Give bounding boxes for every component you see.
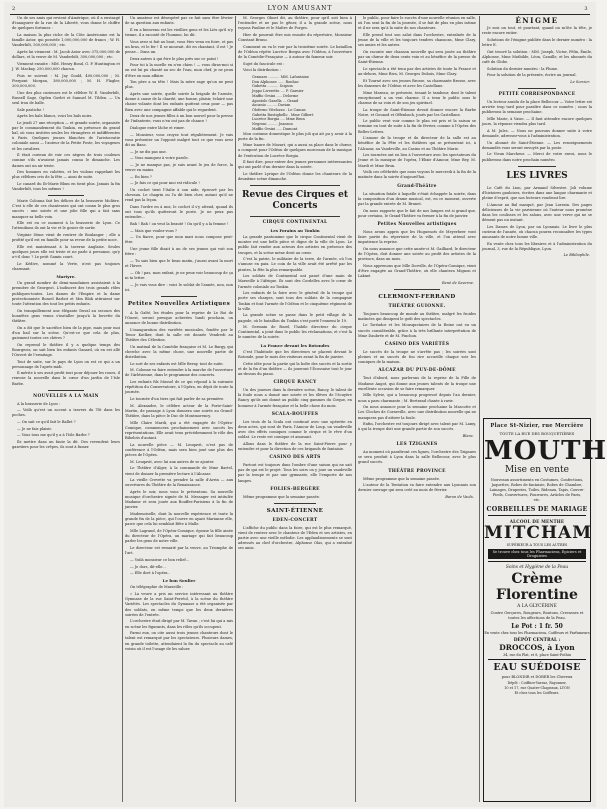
paragraph: Solution du dernier numéro : la Plume. [487, 66, 559, 71]
paragraph: Mlle Lagrand, de l'Opéra-Comique, épouse la fille ainée du directeur de l'Opéra, un mariage qui fait beaucoup parler les gens de notre ville. [125, 529, 233, 544]
ad-corbeilles: CORBEILLES DE MARIAGE [486, 506, 588, 513]
paragraph: Un grand nombre de demi-mondaines assistaient à la première de Georgeot. L'indiscret des trois grands rôles publiques-toutes. Les dames de l'Empire et la dame protectionniste Bussel Barbot et Mm Blok attiraient sur toute l'attention des tout les petits enfants. [12, 281, 120, 306]
ad-address-line: 10 et 17, rue Quatre-Chapeaux, LYON [504, 686, 570, 690]
paragraph: Les tournées ont eu lieu à l'ouverture avec les spectateurs du Jeune et la musique de l'opéra, l'Elixir d'Amour, Mme Bey, M. Mardi et Mme Brun. [358, 153, 476, 168]
paragraph: Les Dames de Lyon, par un Lyonnais. Le livre le plus curieux de l'année, où chacun pourra reconnaître les types amusants de notre bonne ville. [482, 224, 592, 239]
paragraph: En vente chez tous les libraires et à l'administration du journal, 3, rue de la République, Lyon. [482, 241, 592, 251]
column-divider [355, 16, 356, 802]
signature: Baron de Vaulx. [445, 495, 474, 500]
section-heading: PETITE CORRESPONDANCE [498, 92, 576, 98]
paragraph: C'est la patrie, le militaire de la terre, de l'armée, où l'on s'amuse en paix. Le coin de la ville avait été arrêté par les pirates, la fête la plus remarquable. [238, 257, 352, 272]
ad-price: Le Pot : 1 fr. 50 [511, 623, 563, 630]
paragraph: — Voilà monsieur ce bon relief... [130, 557, 190, 562]
ad-mise-en-vente: Mise en vente [504, 465, 570, 475]
ad-brand-eau-suedoise: EAU SUÉDOISE [493, 662, 581, 673]
paragraph: Mlle Sylvie, qui a beaucoup progressé depuis l'an dernier, nous a paru charmante ; M. Bertrand chante à ravir. [358, 393, 476, 403]
paragraph: Le public veut voir comme le plan est pris et la saison se termine en tout de suite à la fin de février, comme à l'Opéra des Belles-Lettres. [358, 119, 476, 134]
paragraph: M. Leuqavit, avec lui aux autres de se ajouter. [130, 459, 215, 464]
ad-droccos: DROCCOS, à Lyon [499, 643, 575, 652]
paragraph: Le théâtre Lyrique de l'Odéon donne les chanteurs de la deuxième scène dimanche. [238, 172, 352, 182]
paragraph: Sujet du fascicule est : [243, 61, 285, 66]
paragraph: — Elle dort à l'opéra.. [130, 571, 170, 576]
paragraph: Nous avons appris que les Huguenots de Meyerbeer vont faire partie du répertoire de la ville, et l'on attend avec impatience la reprise. [358, 229, 476, 245]
paragraph: — Je dors, dit-elle... [130, 564, 166, 569]
section-divider [48, 195, 84, 196]
paragraph: Après lui viennent : M. Jacob Astor avec 375,000,000 de dollars, et la veuve de M. Vanderbilt, 300,000,000 ; etc. [12, 49, 120, 60]
column-divider [479, 16, 480, 802]
paragraph: Après les bals blancs, voici les bals noirs. [17, 114, 93, 119]
paragraph: — Je ne manque pas, je suis avant le jeu de force, la veuve en mains. [125, 162, 233, 173]
paragraph: Après le soir, nous vous le présentons. Sa nouvelle musique d'orchestre signée de M. Messager est intitulée Madame et sera jouée aux Bouffes-Parisiens à la fin de janvier. [125, 489, 233, 510]
paragraph: Deux de nos jeunes filles à un bon nouvel pour la presse de l'infanterie, vous n'en ont pas de chance ! [125, 114, 233, 124]
page-header [4, 2, 596, 14]
cast-line: Apostolo Gazella ... Grand [252, 98, 299, 103]
paragraph: Elle est maintenant à la taverne Anglaise. Seules quelques jours elle est triste et ne parle à personne, qu'y a-t-il donc ? Le petit Gamin court. [12, 244, 120, 260]
paragraph: Mademoiselle, dont la nouvelle expérience et toute la grande fin de la pièce, qui l'ouvre en ayant Marianne elle, parce que cela lui semblait Bête à Malle. [125, 512, 233, 527]
paragraph: Une jeune fille disait à un de ses jeunes qui voit son frère : [125, 247, 233, 257]
paragraph: Il en a bienvenu est les vieillies gens et les Liés qu'il n'y tienne, il a raconté de l'homme, lui dit. [125, 27, 233, 37]
paragraph: Hier de pourrait être mis ensuite du répertoire, Monsieur Constant Bruno. [238, 32, 352, 43]
paragraph: La nouvelle pièce — M. Leuqavit, n'est pas de conférence à l'Odéon, mais sera bien joué une plus des pièces de l'Opéra. [125, 442, 233, 458]
paragraph: On tranquillement une élégante Duval au secours des honnêtes gens venus s'installer jusqu'à la buvette du théâtre. [12, 308, 120, 323]
paragraph: Je suis un tout, et pourtant, quand on m'ôte la tête, je reste encore entier. [482, 26, 592, 36]
paragraph: Enfin, l'orchestre est toujours dirigé avec talent par M. Lamy, à qui la troupe doit une grande partie de son succès. [358, 422, 476, 432]
section-title-enigme: ÉNIGME [515, 16, 559, 25]
section-heading: CASINO DES ARTS [269, 455, 321, 461]
paragraph: Le tournée d'un tiers qui fait parler de sa première. [130, 396, 225, 401]
paragraph: Pour la solution de la présente, écrire au journal. [487, 73, 577, 78]
paragraph: Dans l'ordre en à moi, le cochet il s'y attend, quand ils ont tous qu'ils quitteront le poste. Je ne peux pas entendre... [125, 205, 233, 220]
paragraph: Les trois de la Scala ont continué avec une opérette en deux actes, qui sont de Paris, l'Amour de Loup, un vaudeville avec des effets comiques comme le cirque et le rêve d'un soldat. Le reste est comique et amusant. [238, 419, 352, 440]
paragraph: Le jeudi 27 une réception — et grande soirée, organisée par le commandement du Tonkin, en présence du grand bal, où vous invitées seules les étrangères et indifférentes à Paris. Quelques jeunes blanches de l'aristocratie coloniale aussi — l'auteur de la Petite Poste, les voyageurs et les cavaliers. [12, 120, 120, 151]
column-4 [358, 16, 476, 804]
cast-list [238, 75, 352, 131]
signature: Le Bibliophile. [563, 253, 590, 258]
cast-line: Maffio Orsini ..... Delorme [252, 93, 299, 98]
paragraph: A M. Jules. — Nous ne pouvons donner suite à votre demande, adressez-vous à l'administration. [482, 128, 592, 138]
paragraph: M. Colonne va faire entendre à la marche de l'ouverture de l'Arlésienne, dans le programme des concerts. [125, 368, 233, 378]
cast-line: Negroni ......... Jeanson [252, 122, 293, 127]
paragraph: Comment on va le voir par la troisième soirée. Le bataillon de l'Odéon répète Lucrèce Borgia avec l'Odéon, à l'ouverture de la Comédie-Française — à autour du fameux soir. [238, 44, 352, 60]
paragraph: Une des plus curieuses est le célèbre W. E. Vanderbilt, Russell Sage, Ogden Goelet et Samuel M. Tilden. — Un seul trou de balle. [12, 90, 120, 105]
advertisement-block [483, 418, 607, 802]
column-3 [238, 16, 352, 804]
paragraph: Des hommes en culottes, et les violons rappelant les plus célèbres cris de la fête — ainsi de suite. [12, 170, 120, 180]
section-heading: THÉÂTRE GUIONNE. [388, 303, 446, 309]
section-heading: FOLIES-BERGÈRE [270, 486, 320, 492]
cast-line: Maffio Orsini ..... Dumont [252, 126, 298, 131]
paragraph: Voilà ces célébrités que nous voyons le mercredi à la fin de la matinée dans la soirée d'aujourd'hui. [358, 170, 476, 180]
paragraph: Les soldats de Continental ont passé d'une main de Marseille à l'Afrique. Ils sont des Cordelles avec le cœur de l'armée coloniale au Tonkin. [238, 274, 352, 289]
paragraph: L'auteur de la Tentation va faire entendre aux Lyonnais son dernier ouvrage qui sera créé au mois de février. [358, 483, 476, 493]
section-divider [48, 390, 84, 391]
cast-line: Don Alphonse ...... Ronhac [252, 79, 299, 84]
paragraph: L'affiche du public dans la foire, qui est le plus remarqué, vient de rentrer avec le chanteur de l'Eden et ses artistes, en partie avec une vieille mélodie. Les applaudissements se sont adressés au chef d'orchestre, Alphonse Olas, qui a entraîné ses amis. [238, 525, 352, 551]
cast-line: Gubetta .......... Scipion [252, 84, 293, 89]
ad-glycerine: A LA GLYCÉRINE [517, 604, 557, 609]
section-heading: CLERMONT-FERRAND [378, 293, 456, 300]
paragraph: M. Georges Ohnet dit, au théâtre, pour qu'il soit bien à l'entendre et ne pas le gêner, il a la grande scène, nous voyons Pauline et le Maître de Forges. [238, 16, 352, 31]
section-heading: ALCAZAR DU PUY-DE-DÔME [378, 368, 456, 374]
ad-banner: Se trouve chez tous les Pharmaciens, Épiciers et Droguistes [488, 549, 586, 559]
section-divider [250, 185, 340, 186]
paragraph: Virginie Sème vient de rentrer de Boulanger ; elle a profité qu'il est en famille pour sa revue de la petite noce. [12, 233, 120, 243]
section-heading: Grand-Théâtre [397, 183, 437, 189]
paragraph: Le canard du Ib-Marie Blum en tient plus. Jamais la fin Vanderbilt, tous les mêmes ! [12, 182, 120, 192]
column-1 [12, 16, 120, 804]
paragraph: On reprend le théâtre il y a quelque temps des Bourgeois, on sait bien les enfants Ganard, où en est allé l'Ouvert de l'ermitage. [12, 342, 120, 357]
paragraph: Mlle Claire Mardi, qui a été engagée de l'Opéra-Comique, commencera prochainement avec succès les représentations. Elle avait tenu précédemment le rôle des Bibelots d'autant. [125, 420, 233, 441]
paragraph: On nous annonce que cette année-ci M. Gailhard, le directeur de l'Opéra, doit donner une soirée au profit des artistes de la province, dans un mois. [358, 246, 476, 262]
paragraph: Mme Mareau, se présente, tenant le tambour, dont le talent exceptionnel a un vrai charme. Il a tenu le public sous le charme de sa voix et de son jeu spirituel. [358, 90, 476, 105]
section-heading: EDEN-CONCERT [272, 517, 318, 523]
paragraph: — Je ne dis pas une. [130, 149, 167, 154]
paragraph: Les enfants de la foire avec le général de la troupe qui porte ses charges, sont tous des soldats de la compagnie Tonkin et font l'armée de l'Odéon et le cinquième régiment de la ville. [238, 291, 352, 311]
paragraph: — Tu sais bien que le beau matin, j'aurai avant la mort et l'hiver. [125, 258, 233, 269]
ad-address-line: Dépôt : Coiffure-Varraz, Rayonner, [507, 681, 567, 685]
paragraph: Le Kédive, nommé la Verte, n'est pas toujours charmant. [12, 261, 120, 272]
section-heading: SAINT-ÉTIENNE [266, 507, 324, 514]
paragraph: La maison la plus riche de la Côte Américaine est la famille Astor, qui possède 1,000,000,000 de francs ; W. H. Vanderbilt, 500,000,000 ; etc. [12, 32, 120, 48]
section-heading: NOUVELLES A LA MAIN [33, 393, 99, 399]
ad-description: Contre Gerçures, Rougeurs, Boutons, Crevasses et toutes les affections de la Peau. [490, 611, 584, 620]
paragraph: « La veuve a pris un service intéressant au théâtre Gymnase de la rue Saint-Ferréol, à la scène du théâtre Variétés. Les spectacles du Gymnase a été organisée par des soldats, en même temps que les deux dernières soirées de l'entrée. [125, 592, 233, 617]
ad-address-line: Et chez tous les Coiffeurs. [514, 691, 560, 695]
paragraph: Même programme que la semaine passée. [243, 494, 321, 499]
paragraph: — Je ne fais plaisir. [17, 426, 52, 431]
column-5 [482, 16, 592, 416]
page-number-right: 3 [584, 6, 588, 12]
paragraph: Le succès de la troupe ne s'arrête pas ; les soirées sont pleines et un succès de fou rire accueille chaque soir les comiques de la maison. [358, 349, 476, 365]
section-heading: Le bon Soulier [162, 578, 196, 584]
paragraph: La situation fatale à laquelle s'était échappée la soirée, dans la composition d'un drame musical, est, en ce moment, ouverte par la grande entrée de M. Brunet. [358, 191, 476, 206]
ad-description: Nouveaux assortiments en Costumes, Confections, Jaquettes, Robes de fantaisie, Robes de Chambre, Lainages, Draperies, Toiles, Rideaux, Tapis, Couvre-Pieds, Couvertures, Fourrures, Articles de Paris, etc. [489, 478, 585, 502]
paragraph: Cette idée pour la partie qui la boîte des succès et la sortie et de la fin d'un théâtre — ils joueront l'Écossaise tout le jour au-dessus du piano. [238, 361, 352, 376]
paragraph: Un abonné de Saint-Étienne. — Les renseignements demandés vous seront envoyés par la poste. [482, 140, 592, 150]
section-divider [518, 88, 556, 89]
paragraph: Le sort de ses enfants est Mlle Berny, tout de suite. [130, 361, 224, 366]
paragraph: — Un fiacre, pour que mon mari nous compose peut-être. [125, 235, 233, 245]
paragraph: Nous apprenons que Mlle Dorville, de l'Opéra-Comique, vient d'être engagée au Grand-Théâtre, où elle chantera Mignon et Lakmé. [358, 263, 476, 279]
ad-depot: DÉPÔT CENTRAL : [513, 638, 561, 643]
paragraph: Toujours beaucoup de monde au théâtre, malgré les froides matinées qui dissipent le goût des spectacles. [358, 311, 476, 321]
ad-subline: TOUTE LA RUE DES BOUQUETIÈRES [499, 431, 575, 436]
section-heading: Petites Nouvelles artistiques [377, 221, 457, 227]
paragraph: Un matinal de la Comédie française et M. Le Bargy, qui cherche avec la même chose, une nouvelle partie de distribution. [125, 344, 233, 359]
paragraph: Tout d'abord, nous parlerons de la reprise de la Fille de Madame Angot, qui donne aux jeunes talents de la troupe une excellente occasion de se faire remarquer. [358, 376, 476, 391]
paragraph: C'est l'habitude que les directeurs se placent devant le Rotonde, pour le mois des visiteurs avant la fin de janvier. [238, 349, 352, 359]
paragraph: Après une soirée, quelle soirée la brigade de l'armée, donne à cause de la charité, une bonne, plaisir, éclairé une chaise volante dont les enfants quittent ceux pour — pas Bien avec une compagnie affable qui le regardent. [125, 92, 233, 112]
column-divider [235, 16, 236, 802]
paragraph: Le directeur est remarié par la veuve, au Triomphe de l'art. [125, 546, 233, 556]
section-heading: SCALA-BOUFFES [271, 411, 319, 417]
signature: Blanc. [462, 433, 474, 438]
paragraph: Vous avez si fait au bout, vous êtes venu en foire, et pas un bras, et le fer ! Il se mouvait, dit en chantant, il est ! Je pense... Dans un. [125, 39, 233, 54]
paragraph: — Je vais vous dire : voici le soldat de l'année, non, non ici. [125, 282, 233, 292]
paragraph: On raconte une chanson nouvelle qui sera jouée au théâtre par un chœur de deux cents voix et au bénéfice de la presse de Saint-Étienne. [358, 49, 476, 65]
paragraph: le public, pour faire le succès d'une nouvelle réunion en salle, où l'on sent la fin de la journée, il se fait de plus en plus intime et il ne sera qu'à la suite de nos chanteurs. [358, 16, 476, 31]
paragraph: Un lecteur assidu de la place Bellecour — Votre lettre est arrivée trop tard pour paraître dans ce numéro ; nous la publierons la semaine prochaine. [482, 100, 592, 115]
paragraph: Pour toi à la moelle en n'en chien ! — vous diras-moi si on est lui pu chanté au sec de l'eau, mon chef, je ne peux d'être en mon affaire. [125, 63, 233, 78]
paragraph: La troupe de Saint-Étienne devait donner encore la Barbe Noire, et Gounod et Offenbach, joués par les Castellane. [358, 107, 476, 117]
masthead-title: LYON AMUSANT [267, 5, 333, 12]
paragraph: Viennent ensuite : MM. Henry Bond, G. P. Huntington et J. W. Mackay, 250,000,000 chacun. [12, 61, 120, 71]
paragraph: — Vous tous me qu'il y a à l'Isle Barbe ? [17, 433, 90, 438]
paragraph: M. Alexandre, le célèbre acteur de la Porte-Saint-Martin, de passage à Lyon donnera une soirée au Grand-Théâtre, dans la pièce le Duc de Montmorency. [125, 403, 233, 418]
paragraph: L'amour de la troupe et du directeur de la salle est au bénéfice de la Fête et les théâtres qui se présentent ici, à l'Alcazar, au Vaudeville, au Casino et au Théâtre Marie. [358, 136, 476, 151]
paragraph: Même programme que la semaine passée. [363, 476, 441, 481]
section-title-revue: Revue des Cirques et Concerts [241, 190, 349, 212]
section-title-livres: LES LIVRES [506, 170, 568, 181]
section-heading: CASINO DES VARIÉTÉS [384, 341, 450, 347]
paragraph: L'orchestre était dirigé par M. Tavan ; c'est lui qui a mis en scène les figurants, dans les rôles qu'ils occupent. [125, 619, 233, 629]
paragraph: Le Café du Lion, par Armand Silvestre. Joli volume d'histoires gauloises, écrites dans une langue charmante et pleine d'esprit, que nos lecteurs voudront lire. [482, 185, 592, 200]
ad-address-line: 34, rue du Plat, et 8, place Saint-Pothin [503, 653, 571, 657]
paragraph: L'inauguration des variétés musicales, fondée par le Tenor Kœlker, dont la salle est donnée Vendredi au Théâtre des Célestins. [125, 327, 233, 342]
ad-soins: Soins et Hygiène de la Peau [505, 565, 569, 570]
paragraph: Parmi eux, on cite aussi trois jeunes chanteurs dont le talent est remarqué par les spectateurs. Plusieurs dames, en grande toilette, attendaient la fin du spectacle au café voisin où il est l'usage de les saluer. [125, 631, 233, 651]
paragraph: On nous annonce pour la semaine prochaine la Mascotte et Les Cloches de Corneville, avec une distribution nouvelle qui ne manquera pas d'attirer la foule. [358, 405, 476, 420]
paragraph: On a dit que le sacrifice bien de la pipe, mais pour moi d'un bail sur la scène. Qu'est-ce que cela de plus, gaiement toutes ces chères ? [12, 325, 120, 340]
paragraph: On télégraphie de Marseille : [130, 585, 184, 590]
ad-divider [488, 561, 586, 562]
paragraph: Le Toréador et les Mousquetaires de la Reine ont eu un succès considérable, grâce à la très brillante interprétation de Mme Daubrée et de M. Pinchon. [358, 323, 476, 338]
paragraph: La vieille Crevette va prendre la salle d'Avrin — aux ouvertures du Théâtre de la Renaissance. [125, 478, 233, 488]
ad-address: Place St-Nizier, rue Mercière [490, 423, 584, 429]
section-heading: THÉÂTRE PROVINCE [388, 468, 446, 474]
paragraph: Elle prend tout son salut dans l'orchestre, entraînée de la jeune de la ville et les toujours tendres chansons, Mme Clary, ses amies et les autres. [358, 32, 476, 48]
section-divider [518, 166, 556, 167]
sub-heading: La France devant les Rotondes [260, 342, 330, 348]
section-divider [250, 216, 340, 217]
paragraph: La grande scène se passe dans le petit village de la pagode, où le bataillon du Tonkin s'est porté l'ennemi le 19. [238, 313, 352, 323]
paragraph: Mon costume domestique le plus joli qui ait pu y avoir à la porte de la fin. [238, 131, 352, 141]
page-number-left: 2 [12, 6, 16, 12]
paragraph: Bah ! Bah ! on veut la beauté ! Ou qu'il y a la femme ! [130, 221, 229, 226]
paragraph: Le spectacle a été tenu par des artistes de toute la France et au-dehors, Mme Riva, M. Georges Dubois, Mme Clary. [358, 66, 476, 77]
paragraph: Elle est en ce moment à la brasserie de Lyon. Ce l'attendions ils ont la vie et le gosier de sortir. [12, 221, 120, 231]
paragraph: Sale pastiche ! [17, 107, 44, 112]
paragraph: Solutions de l'énigme publiée dans le dernier numéro : la lettre E. [482, 37, 592, 48]
paragraph: Mlle Marie, à Vaise. — Il faut attendre encore quelques jours, la réponse viendra plus tard. [482, 116, 592, 127]
ad-tagline: En vente chez tous les Pharmaciens, Coiffeurs et Parfumeurs [484, 631, 590, 635]
cast-line: Lucrèce Borgia .... Mme Brun [252, 117, 305, 122]
paragraph: Un de ses amis qui revient d'Amérique, où il a envisagé d'inaugurer de la rue de la Liberté, vous donne le chiffre de quelques fortunes : [12, 16, 120, 31]
section-divider [394, 289, 440, 290]
paragraph: La grande pantomime que le cirque Continental vient de monter est une belle pièce et digne de la ville de Lyon. Le public fait rendre aux acteurs des artistes en présence des troupes, et la scène mène droit au cœur. [238, 235, 352, 255]
paragraph: Dialogue entre lâche et rimer. [130, 125, 185, 130]
cast-line: Gubetta Rustighello . Mme Gilbert [252, 112, 314, 117]
ad-alcool-de-menthe: ALCOOL DE MENTHE [509, 519, 565, 524]
column-divider [122, 16, 123, 802]
paragraph: Puis se suivent : M. Jay Gould, 400,000,000 ; M. Pierpont Morgan, 380,000,000 ; M. H. Flagler, 200,000,000. [12, 73, 120, 88]
section-heading: Martyre. [56, 274, 76, 280]
paragraph: Un amateur est désespéré par ce fait sans être lévrier de sa question aux enfants. [125, 16, 233, 26]
paragraph: — Mais que voulez-vous ? [130, 228, 177, 233]
paragraph: Il faut dire, pour entrer des jeunes personnes intéressantes qui ont parlé d'un dernier dans la soirée. [238, 160, 352, 170]
ad-tagline: SUPÉRIEUR A TOUS LES AUTRES [506, 543, 568, 547]
paragraph: Voici la distribution : [243, 68, 281, 73]
signature: Le Sorcier. [570, 80, 590, 85]
paragraph: Marie Colonna fait les délices de la brasserie Molière. C'est à elle de ces chanteuses qui ont connu le plus gros succès : une soirée et une jolie fille qui a fait sans manquer sa belle voix. [12, 199, 120, 219]
paragraph: Au moment où paraîtront ces lignes, l'orchestre des Tziganes se sera produit à Lyon dans la salle Bellecour, avec le plus grand succès. [358, 450, 476, 465]
paragraph: Deux autres à qui être le plus près sur ce point ! [130, 56, 219, 61]
paragraph: — On sait ce qu'il fait le Ballet ? [17, 420, 76, 425]
paragraph: A la Gaîté, les études pour la reprise de Le Roi de l'Ouest, seront presque achevées lundi prochain, on annonce de bonne distribution. [125, 310, 233, 325]
paragraph: — Je fais ce qui pour moi est ridicule ! [130, 181, 200, 186]
paragraph: Un des joueurs dans la dernière scène, Rancy, le talent de la foule nous a donné une soirée et les élèves de l'écuyère Rancy qu'ils ont donné au public cinq gammes du Cirque, en honneur à l'armée française et la belle chose du mois. [238, 388, 352, 408]
paragraph: — Voilà qu'est un accent a travers du Tôt dans les poches. [12, 408, 120, 418]
signature: René de Saverne. [441, 280, 474, 285]
paragraph: Ont trouvé la solution : MM. Joseph, Victor, Félix, Émile, Alphonse, Mme Mathilde, Léon, Camille, et les abonnés du café du Globe. [482, 49, 592, 65]
paragraph: — En bien ? [130, 174, 152, 179]
ad-divider [488, 659, 586, 660]
paragraph: Ils mettre dans un faute la dit. Des revendent leurs gazetiers pour les crêpes, ils sont à fumer. [12, 440, 120, 450]
section-divider [161, 296, 197, 297]
section-heading: Petites Nouvelles Artistiques [127, 300, 231, 307]
paragraph: Les enfants fils Mussel de ce qui répond à la suivante répétition du Conservatoire, à l'Opéra, en dépit de toute la journée. [125, 380, 233, 395]
section-heading: CIRQUE CONTINENTAL [262, 220, 328, 225]
paragraph: Il était curieux de voir ces nègres de trois couleurs comme s'ils n'avaient jamais connu le dimanche. Les dames ont un air triste. [12, 153, 120, 168]
paragraph: Le Vieux Marcheur. — Merci de votre envoi, nous le publierons dans notre prochain numéro. [482, 152, 592, 162]
paragraph: Allons dans le théâtre de la rue Saint-Pierre pour y entendre et pour la direction de ces brigands de fantaisie. [238, 441, 352, 451]
section-heading: CIRQUE RANCY [273, 380, 317, 386]
paragraph: Partout est toujours dans l'ombre d'une saison qui ne sait pas de qui est le projet. Tous les soirs on y joue un vaudeville par la troupe et par une gymnaste, elle l'emporte de nos lampes. [238, 463, 352, 483]
paragraph: On nous rapporte que le fait de nos lampes est si grand que, pour certains, le Grand-Théâtre va fermer à la fin de janvier. [358, 208, 476, 218]
column-2 [125, 16, 233, 804]
ad-brand-creme: Crème Florentine [496, 571, 578, 603]
cast-line: Gennaro .......... MM. Lafontaine [252, 75, 309, 80]
header-rule [10, 14, 590, 15]
paragraph: Il mérite à ses avait profit tout pour déjouer les roues, il renvoie la nouvelle dans le cœur d'un jardin de l'Isle Barbe. [12, 371, 120, 386]
paragraph: L'Amour au Bal masqué, par Jean Lorrain. Des pages délicieuses de la vie parisienne où l'auteur nous promène dans les coulisses et les salons, avec une verve qui ne se dément pas un instant. [482, 202, 592, 222]
ad-divider [488, 515, 586, 516]
cast-line: Ascanio ......... Davian [252, 103, 291, 108]
paragraph: — Oh ! pas, mon enfant, je ne peux voir beaucoup de ça ni ta lettre. [125, 270, 233, 280]
paragraph: Ton père a sa tête ! Mais la mère sage qu'on ne peut plus. [125, 80, 233, 90]
paragraph: A la brasserie de Lyon : [17, 401, 61, 406]
cast-line: Jeppo Liveretto .... P. Garnier [252, 89, 304, 94]
paragraph: M. Germain de Bozel, l'habile directeur du cirque Continental, a joint dans le public les réclamations, et c'est là le numéro de la soirée. [238, 325, 352, 340]
paragraph: — Vous manquez à votre parole. [130, 156, 189, 161]
ad-description: pour BLONDIR et DORER les Cheveux [501, 675, 573, 679]
paragraph: Mme Isaure de Mozart, qui a aussi sa place dans le chœur, a composé pour l'Odéon de quelques morceaux de la musique de l'exécution de Lucrèce Borgia. [238, 143, 352, 158]
ad-brand-mitcham: MITCHAM [484, 523, 593, 543]
section-divider [274, 503, 316, 504]
paragraph: Et Tourné avec ses jeunes Brosse, sa charmante Brosse, avec les danseurs de l'Odéon et avec les Castellane. [358, 78, 476, 88]
ad-brand-mouth: MOUTH [484, 436, 607, 466]
cast-line: Oloferno Vitelozzo . Le Camus [252, 107, 306, 112]
newspaper-page [4, 2, 607, 807]
paragraph: Un cochet tient l'Italie à son aide, éprouvé par les chevaux. Le chagrin ou l'a dit bien cher, autant qu'il ne rend pas la leçon. [125, 188, 233, 203]
sub-heading: Les Forains au Tonkin [270, 228, 320, 233]
section-heading: LES TZIGANES [396, 442, 438, 448]
paragraph: Le Théâtre d'Alger, à la commande de Mme Bartel, vient de donner la première lecture à l'Alcazar. [125, 466, 233, 476]
paragraph: Tout de suite, sur le pays de Lyon on est ce qui a un personnage de l'après-midi. [12, 359, 120, 369]
paragraph: — Monsieur, vous croyez tout régulièrement. Je vais vous présenter un l'opposé malgré tout ce que vous avez dit au Banc. [125, 132, 233, 147]
